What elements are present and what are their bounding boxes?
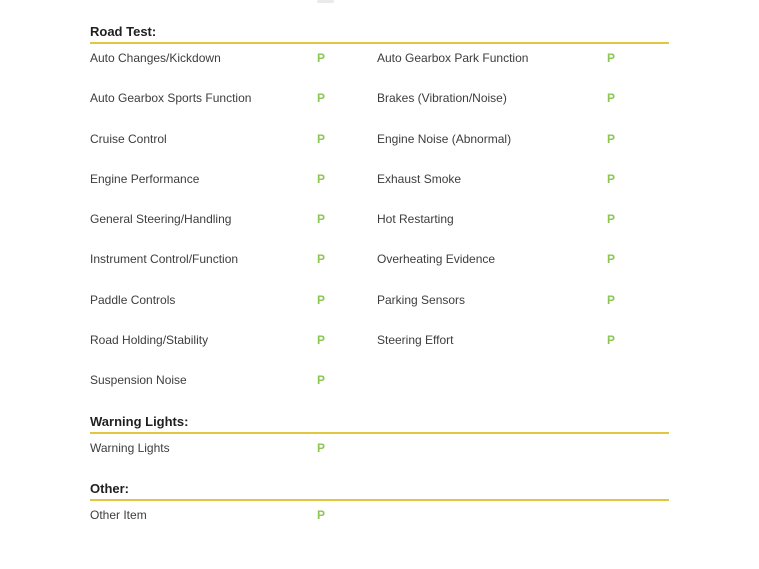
result-pass-badge: P: [317, 507, 326, 522]
result-pass-badge: P: [317, 440, 326, 455]
item-label: Paddle Controls: [90, 292, 176, 307]
result-pass-badge: P: [317, 51, 326, 65]
item-label: Overheating Evidence: [377, 252, 496, 267]
item-label: Warning Lights: [90, 440, 170, 455]
checklist-item: [90, 172, 377, 212]
result-pass-badge: P: [317, 91, 326, 106]
item-label: Cruise Control: [90, 131, 167, 146]
result-pass-badge: P: [317, 212, 326, 227]
item-label: Engine Noise (Abnormal): [377, 131, 512, 146]
item-label: Exhaust Smoke: [377, 171, 462, 186]
result-pass-badge: P: [607, 51, 616, 65]
section-heading: Warning Lights:: [90, 414, 669, 434]
item-label: Steering Effort: [377, 333, 454, 348]
item-label: Auto Changes/Kickdown: [90, 51, 221, 65]
checklist-item: [90, 212, 377, 252]
result-pass-badge: P: [607, 171, 616, 186]
checklist-item: [377, 132, 669, 172]
result-pass-badge: P: [607, 91, 616, 106]
result-pass-badge: P: [317, 373, 326, 388]
checklist-item: [90, 132, 377, 172]
result-pass-badge: P: [317, 333, 326, 348]
item-label: Road Holding/Stability: [90, 333, 209, 348]
item-label: Other Item: [90, 507, 147, 522]
section-items: [90, 434, 669, 481]
checklist-item: [90, 373, 377, 413]
item-label: Parking Sensors: [377, 292, 466, 307]
checklist-item: [377, 51, 669, 91]
checklist-item: [90, 51, 377, 91]
checklist-item: [377, 293, 669, 333]
checklist-item: [377, 252, 669, 292]
result-pass-badge: P: [607, 292, 616, 307]
checklist-item: [90, 91, 377, 131]
item-label: Engine Performance: [90, 171, 200, 186]
item-label: Brakes (Vibration/Noise): [377, 91, 507, 106]
result-pass-badge: P: [317, 171, 326, 186]
report-section: [90, 481, 669, 548]
section-heading: Road Test:: [90, 24, 669, 44]
item-label: Hot Restarting: [377, 212, 454, 227]
item-label: Auto Gearbox Sports Function: [90, 91, 252, 106]
report-section: [90, 24, 669, 414]
section-items: [90, 501, 669, 548]
checklist-item: [90, 508, 377, 548]
result-pass-badge: P: [317, 252, 326, 267]
section-items: [90, 44, 669, 414]
result-pass-badge: P: [607, 212, 616, 227]
checklist-item: [90, 441, 377, 481]
item-label: Suspension Noise: [90, 373, 187, 388]
checklist-item: [90, 293, 377, 333]
checklist-item: [90, 333, 377, 373]
item-label: Instrument Control/Function: [90, 252, 239, 267]
item-label: General Steering/Handling: [90, 212, 232, 227]
checklist-item: [377, 91, 669, 131]
result-pass-badge: P: [607, 252, 616, 267]
section-heading: Other:: [90, 481, 669, 501]
item-label: Auto Gearbox Park Function: [377, 51, 529, 65]
inspection-report: [90, 0, 669, 548]
result-pass-badge: P: [317, 292, 326, 307]
checklist-item: [90, 252, 377, 292]
result-pass-badge: P: [607, 333, 616, 348]
report-section: [90, 414, 669, 481]
result-pass-badge: P: [607, 131, 616, 146]
checklist-item: [377, 212, 669, 252]
result-pass-badge: P: [317, 131, 326, 146]
checklist-item: [377, 172, 669, 212]
checklist-item: [377, 333, 669, 373]
